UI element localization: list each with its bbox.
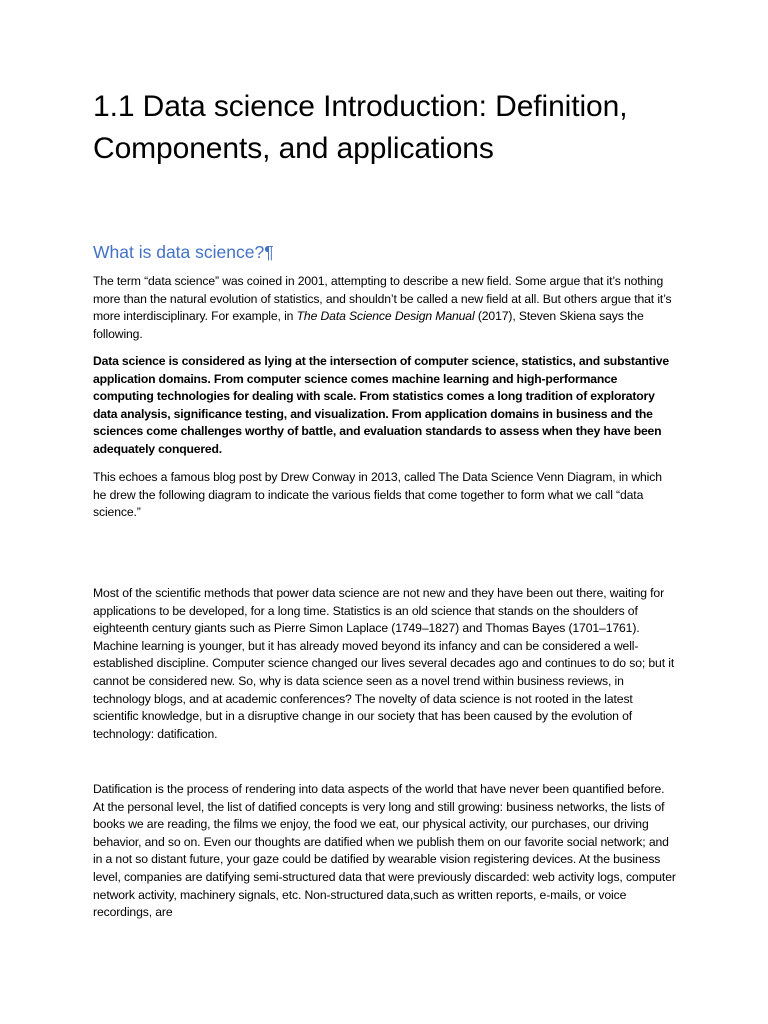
document-title: 1.1 Data science Introduction: Definition, Components, and applications [93, 90, 628, 165]
intro-text-start: The term “data science” was coined in 2001, attempting to describe a new field. Some argue that it’s nothing more than the natural evolution of statistics, and shouldn’t be called a new field at all. But others argue that it’s more interdisciplinary. For example, in [93, 274, 672, 324]
book-title: The Data Science Design Manual [296, 309, 475, 324]
intro-text-end: (2017), Steven Skiena says the following. [93, 309, 644, 341]
section-heading: What is data science?¶ [93, 242, 274, 262]
document-page [93, 0, 678, 1024]
intro-paragraph [93, 273, 678, 343]
quote-paragraph: Data science is considered as lying at the intersection of computer science, statistics, and substantive application domains. From computer science comes machine learning and high-performance computing technologies for dealing with scale. From statistics comes a long tradition of exploratory data analysis, significance testing, and visualization. From application domains in business and the sciences come challenges worthy of battle, and evaluation standards to assess when they have been adequately conquered. [93, 354, 669, 456]
venn-diagram-paragraph: This echoes a famous blog post by Drew Conway in 2013, called The Data Science Venn Diagram, in which he drew the following diagram to indicate the various fields that come together to form what we call “data science.” [93, 470, 662, 520]
datification-paragraph: Datification is the process of rendering into data aspects of the world that have never been quantified before. At the personal level, the list of datified concepts is very long and still growing: business networks, the lists of books we are reading, the films we enjoy, the food we eat, our physical activity, our purchases, our driving behavior, and so on. Even our thoughts are datified when we publish them on our favorite social network; and in a not so distant future, your gaze could be datified by wearable vision registering devices. At the business level, companies are datifying semi-structured data that were previously discarded: web activity logs, computer network activity, machinery signals, etc. Non-structured data,such as written reports, e-mails, or voice recordings, are [93, 782, 676, 920]
scientific-methods-paragraph: Most of the scientific methods that power data science are not new and they have been out there, waiting for applications to be developed, for a long time. Statistics is an old science that stands on the shoulders of eighteenth century giants such as Pierre Simon Laplace (1749–1827) and Thomas Bayes (1701–1761). Machine learning is younger, but it has already moved beyond its infancy and can be considered a well- established discipline. Computer science changed our lives several decades ago and continues to do so; but it cannot be considered new. So, why is data science seen as a novel trend within business reviews, in technology blogs, and at academic conferences? The novelty of data science is not rooted in the latest scientific knowledge, but in a disruptive change in our society that has been caused by the evolution of technology: datification. [93, 586, 675, 741]
